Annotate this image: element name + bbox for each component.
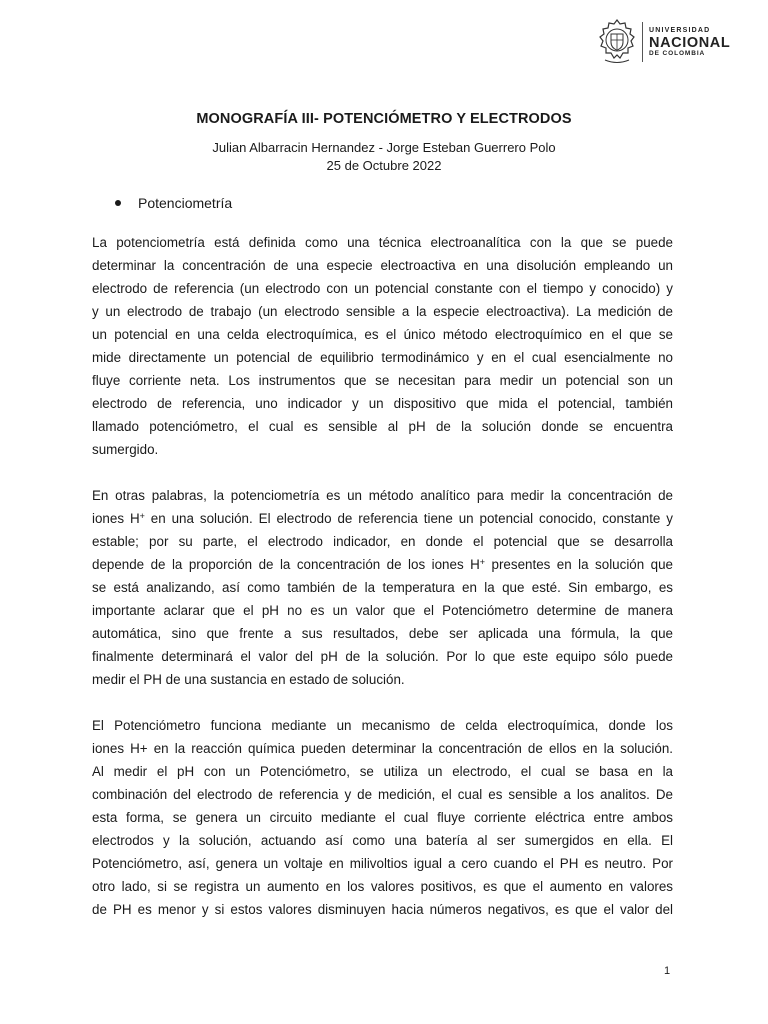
paragraph-line: mide directamente un potencial de equilibrio termodinámico y en el cual esencialmente no [92,350,673,365]
paragraph-line: estable; por su parte, el electrodo indicador, en donde el potencial que se desarrolla [92,534,673,549]
section-bullet [115,195,232,211]
paragraph-line: combinación del electrodo de referencia y de medición, el cual es sensible a los analitos. De [92,787,673,802]
section-heading: Potenciometría [138,195,233,211]
paragraph-line: medir el PH de una sustancia en estado de solución. [92,672,405,687]
paragraph-line: y un electrodo de trabajo (un electrodo sensible a la especie electroactiva). La medición de [92,304,673,319]
paragraph-line: un potencial en una celda electroquímica, es el único método electroquímico en el que se [92,327,673,342]
page-number: 1 [664,965,671,977]
paragraph-line: Al medir el pH con un Potenciómetro, se utiliza un electrodo, el cual se basa en la [92,764,673,779]
document-body [92,231,673,944]
paragraph-line: El Potenciómetro funciona mediante un mecanismo de celda electroquímica, donde los [92,718,673,733]
paragraph-line: fluye corriente neta. Los instrumentos que se necesitan para medir un potencial son un [92,373,673,388]
paragraph-line: automática, sino que frente a sus resultados, debe ser aplicada una fórmula, la que [92,626,673,641]
paragraph-line: otro lado, si se registra un aumento en los valores positivos, es que el aumento en valores [92,879,673,894]
paragraph-2 [92,484,673,691]
document-title: MONOGRAFÍA III- POTENCIÓMETRO Y ELECTRODOS [196,111,572,127]
superscript-plus: + [479,557,486,567]
university-logo [597,16,737,68]
paragraph-line: de PH es menor y si estos valores disminuyen hacia números negativos, es que el valor del [92,902,673,917]
paragraph-line: electrodo de referencia, uno indicador y un dispositivo que mida el potencial, también [92,396,673,411]
logo-divider [642,22,643,62]
paragraph-line: depende de la proporción de la concentración de los iones H+ presentes en la solución que [92,557,673,572]
paragraph-line: La potenciometría está definida como una técnica electroanalítica con la que se puede [92,235,673,250]
logo-line-nacional: NACIONAL [649,34,731,51]
bullet-dot-icon [115,200,121,206]
paragraph-line: se está analizando, así como también de la temperatura en la que esté. Sin embargo, es [92,580,673,595]
paragraph-3 [92,714,673,921]
university-seal-icon [597,18,637,66]
paragraph-line: iones H+ en una solución. El electrodo de referencia tiene un potencial conocido, constante y [92,511,673,526]
logo-line-universidad: UNIVERSIDAD [649,26,711,34]
paragraph-line: electrodo de referencia (un electrodo con un potencial constante con el tiempo y conocido) y [92,281,673,296]
paragraph-line: iones H+ en la reacción química pueden determinar la concentración de ellos en la solución. [92,741,673,756]
paragraph-line: esta forma, se genera un circuito mediante el cual fluye corriente eléctrica entre ambos [92,810,673,825]
paragraph-line: importante aclarar que el pH no es un valor que el Potenciómetro determine de manera [92,603,673,618]
paragraph-line: electrodos y la solución, actuando así como una batería al ser sumergidos en ella. El [92,833,673,848]
paragraph-line: llamado potenciómetro, el cual es sensible al pH de la solución donde se encuentra [92,419,673,434]
paragraph-line: sumergido. [92,442,159,457]
paragraph-line: En otras palabras, la potenciometría es un método analítico para medir la concentración de [92,488,673,503]
authors: Julian Albarracin Hernandez - Jorge Esteban Guerrero Polo [212,140,556,155]
document-date: 25 de Octubre 2022 [326,158,442,173]
paragraph-line: determinar la concentración de una especie electroactiva en una disolución empleando un [92,258,673,273]
document-byline [0,139,768,175]
superscript-plus: + [139,511,145,521]
paragraph-line: finalmente determinará el valor del pH de la solución. Por lo que este equipo sólo puede [92,649,673,664]
logo-wordmark [649,27,730,58]
paragraph-line: Potenciómetro, así, genera un voltaje en milivoltios igual a cero cuando el PH es neutro. Por [92,856,673,871]
logo-line-colombia: DE COLOMBIA [649,50,706,57]
paragraph-1 [92,231,673,461]
